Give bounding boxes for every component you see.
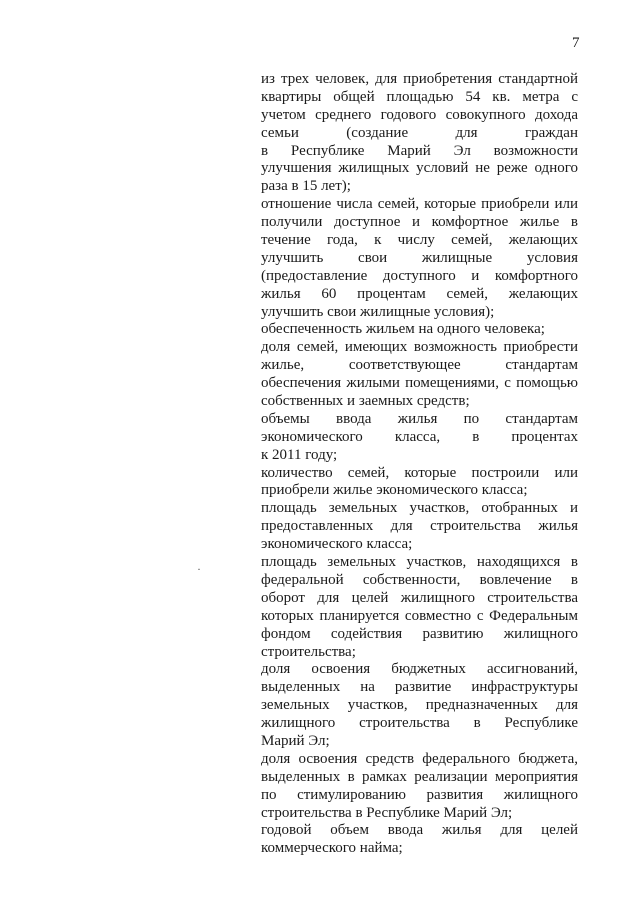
text-line: доля освоения средств федерального бюджета,	[261, 750, 578, 767]
text-line: годовой объем ввода жилья для целей	[261, 822, 578, 839]
text-line: приобрели жилье экономического класса;	[261, 482, 528, 499]
text-line: из трех человек, для приобретения стандартной	[261, 71, 578, 87]
text-line: количество семей, которые построили или	[261, 464, 578, 481]
paragraph	[261, 751, 578, 823]
text-line: жилищного строительства в Республике	[261, 715, 578, 732]
paragraph	[261, 661, 578, 750]
text-line: фондом содействия развитию жилищного	[261, 625, 578, 642]
text-line: коммерческого найма;	[261, 840, 403, 857]
text-line: в Республике Марий Эл возможности	[261, 142, 578, 159]
paragraph	[261, 339, 578, 411]
text-line: отношение числа семей, которые приобрели или	[261, 196, 578, 213]
text-line: доля освоения бюджетных ассигнований,	[261, 661, 578, 678]
paragraph	[261, 321, 578, 339]
text-line: объемы ввода жилья по стандартам	[261, 410, 578, 427]
text-line: семьи (создание для граждан	[261, 124, 578, 141]
paragraph	[261, 71, 578, 196]
text-line: экономического класса, в процентах	[261, 428, 578, 445]
text-line: собственных и заемных средств;	[261, 393, 470, 410]
text-line: учетом среднего годового совокупного дохода	[261, 106, 578, 123]
text-line: к 2011 году;	[261, 446, 338, 463]
paragraph	[261, 822, 578, 858]
text-line: по стимулированию развития жилищного	[261, 786, 578, 803]
text-line: оборот для целей жилищного строительства	[261, 589, 578, 606]
text-line: выделенных на развитие инфраструктуры	[261, 679, 578, 696]
text-line: которых планируется совместно с Федеральным	[261, 607, 578, 624]
text-line: раза в 15 лет);	[261, 178, 351, 195]
margin-mark: ·	[197, 562, 201, 576]
text-line: доля семей, имеющих возможность приобрести	[261, 339, 578, 356]
document-body	[261, 71, 578, 858]
text-line: выделенных в рамках реализации мероприятия	[261, 768, 578, 785]
paragraph	[261, 196, 578, 321]
page-number: 7	[572, 35, 580, 51]
text-line: предоставленных для строительства жилья	[261, 518, 578, 535]
text-line: жилья 60 процентам семей, желающих	[261, 285, 578, 302]
paragraph	[261, 554, 578, 661]
text-line: улучшить свои жилищные условия);	[261, 303, 495, 320]
text-line: обеспечения жилыми помещениями, с помощью	[261, 375, 578, 392]
text-line: улучшить свои жилищные условия	[261, 249, 578, 266]
text-line: площадь земельных участков, отобранных и	[261, 500, 578, 517]
text-line: обеспеченность жильем на одного человека;	[261, 321, 545, 338]
text-line: получили доступное и комфортное жилье в	[261, 214, 578, 231]
text-line: строительства в Республике Марий Эл;	[261, 804, 513, 821]
paragraph	[261, 465, 578, 501]
text-line: земельных участков, предназначенных для	[261, 697, 578, 714]
text-line: строительства;	[261, 643, 356, 660]
text-line: федеральной собственности, вовлечение в	[261, 571, 578, 588]
text-line: течение года, к числу семей, желающих	[261, 232, 578, 249]
text-line: квартиры общей площадью 54 кв. метра с	[261, 88, 578, 105]
paragraph	[261, 500, 578, 554]
text-line: площадь земельных участков, находящихся в	[261, 554, 578, 571]
text-line: жилье, соответствующее стандартам	[261, 357, 578, 374]
text-line: улучшения жилищных условий не реже одного	[261, 160, 578, 177]
text-line: экономического класса;	[261, 536, 413, 553]
paragraph	[261, 411, 578, 465]
text-line: Марий Эл;	[261, 732, 330, 749]
text-line: (предоставление доступного и комфортного	[261, 267, 578, 284]
